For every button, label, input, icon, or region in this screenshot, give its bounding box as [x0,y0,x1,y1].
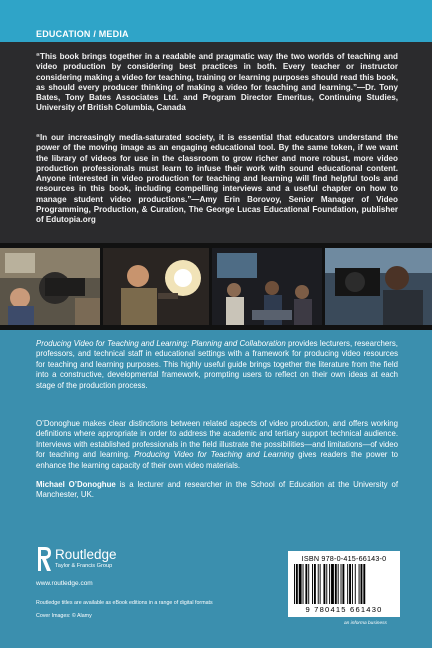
publisher-website: www.routledge.com [36,580,93,587]
quotes-panel [0,0,432,243]
barcode-bar [314,564,316,604]
publisher-logo [36,546,156,576]
endorsement-quote-1: “This book brings together in a readable and pragmatic way the two worlds of teaching and video production by considering best practices in both. Every teacher or instructor considering making a video for teaching, training or learning purposes should read this book, as should every producer thinking of making a video for teaching and learning.”—Dr. Tony Bates, Tony Bates Associates Ltd. and Program Director Emeritus, Continuing Studies, University of British Columbia, Canada [36,52,398,113]
barcode-bar [342,564,344,604]
barcode-bar [329,564,330,604]
barcode-bar [294,564,295,604]
barcode-bar [338,564,339,604]
isbn-label: ISBN 978-0-415-66143-0 [301,554,387,563]
barcode-bar [359,564,360,604]
book-title-italic: Producing Video for Teaching and Learning: Planning and Collaboration [36,339,286,348]
description-text-2: O’Donoghue makes clear distinctions between related aspects of video production, and offers working definitions where appropriate in order to address the academic and tertiary support technical audience. Interviews with established professionals in the field illustrate the possibilities—and limitations—of video for teaching and learning. [36,419,398,460]
barcode-bar [352,564,353,604]
barcode-bar [335,564,337,604]
barcode-bar [308,564,309,604]
barcode-bar [363,564,365,604]
routledge-logo-icon [36,546,52,572]
barcode-bar [331,564,334,604]
barcode-bar [341,564,342,604]
description-paragraph-2 [36,419,398,471]
author-bio-text: is a lecturer and researcher in the School of Education at the University of Manchester, UK. [36,480,398,500]
endorsement-quote-2: “In our increasingly media-saturated society, it is essential that educators understand the power of the moving image as an engaging educational tool. By the same token, if we want the library of videos for use in the classroom to grow richer and more robust, more video production professionals must learn to infuse their work with sound educational content. Anyone interested in video production for teaching and learning will find helpful tools and resources in this book, including compelling interviews and a useful chapter on how to manage student video productions.”—Amy Erin Borovoy, Senior Manager of Video Programming, Production, & Curation, The George Lucas Educational Foundation, publisher of Edutopia.org [36,133,398,225]
photo-camera-operator [325,248,432,325]
author-name: Michael O’Donoghue [36,480,116,489]
barcode-bar [296,564,298,604]
barcode-bar [349,564,351,604]
barcode-bar [312,564,313,604]
publisher-name: Routledge [55,547,117,562]
barcode-bar [347,564,348,604]
description-text-1: provides lecturers, researchers, professors, and technical staff in educational settings with a framework for producing video resources for teaching and learning purposes. This highly useful guide brings together the literature from the field into a constructive, developmental framework, prompting users to reflect on their own ideas at each stage of the production process. [36,339,398,390]
barcode-bar [326,564,327,604]
description-text-2-tail: gives readers the power to enhance the learning capacity of their own video materials. [36,450,399,470]
photo-classroom-camera [0,248,100,325]
ebook-note: Routledge titles are available as eBook editions in a range of digital formats [36,600,213,606]
description-paragraph-1 [36,339,398,391]
book-title-italic-2: Producing Video for Teaching and Learning [134,450,295,460]
author-bio [36,480,398,501]
publisher-group: Taylor & Francis Group [55,563,113,569]
barcode-bar [323,564,325,604]
barcode-bar [361,564,363,604]
barcode-bar [318,564,319,604]
barcode-bar [303,564,304,604]
isbn-barcode [288,551,400,617]
barcode-bar [320,564,321,604]
barcode-bar [355,564,356,604]
photo-strip [0,243,432,330]
photo-studio-light [103,248,209,325]
barcode-bars [292,564,396,606]
photo-students-studio [212,248,322,325]
barcode-digits: 9 780415 661430 [305,605,383,614]
barcode-bar [305,564,307,604]
cover-credit: Cover Images: © Alamy [36,613,92,619]
barcode-bar [299,564,302,604]
category-banner: EDUCATION / MEDIA [0,0,432,42]
informa-tagline: an informa business [344,621,387,626]
